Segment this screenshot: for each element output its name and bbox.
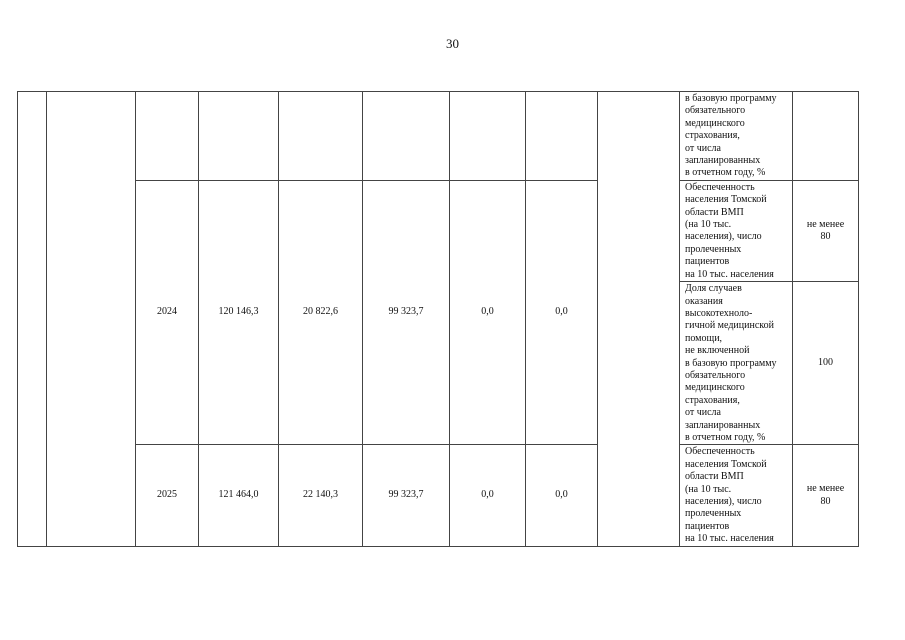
- funding-cell: [363, 92, 450, 181]
- indicator-cell: в базовую программу обязательного медицинского страхования, от числа запланированных в отчетном году, %: [680, 92, 793, 181]
- page-number: 30: [446, 36, 459, 51]
- table-row: [18, 180, 859, 281]
- table-row: [18, 92, 859, 181]
- funding-cell: [279, 92, 363, 181]
- funding-cell: 22 140,3: [279, 445, 363, 546]
- indicator-cell: Обеспеченность населения Томской области ВМП (на 10 тыс. населения), число пролеченных пациентов на 10 тыс. населения: [680, 180, 793, 281]
- funding-cell: 99 323,7: [363, 180, 450, 445]
- year-cell: 2025: [136, 445, 199, 546]
- indicator-value-cell: не менее 80: [793, 180, 859, 281]
- funding-cell: 0,0: [526, 180, 598, 445]
- data-table: [17, 91, 859, 547]
- total-cell: 121 464,0: [199, 445, 279, 546]
- indicator-cell: Доля случаев оказания высокотехноло- гичной медицинской помощи, не включенной в базовую программу обязательного медицинского страхования, от числа запланированных в отчетном году, %: [680, 282, 793, 445]
- year-cell: 2024: [136, 180, 199, 445]
- funding-cell: 20 822,6: [279, 180, 363, 445]
- funding-cell: [450, 92, 526, 181]
- empty-cell: [47, 92, 136, 547]
- funding-cell: 0,0: [450, 445, 526, 546]
- indicator-value-cell: не менее 80: [793, 445, 859, 546]
- indicator-value-cell: 100: [793, 282, 859, 445]
- indicator-value-cell: [793, 92, 859, 181]
- total-cell: 120 146,3: [199, 180, 279, 445]
- funding-cell: 0,0: [526, 445, 598, 546]
- indicator-cell: Обеспеченность населения Томской области ВМП (на 10 тыс. населения), число пролеченных пациентов на 10 тыс. населения: [680, 445, 793, 546]
- funding-cell: 99 323,7: [363, 445, 450, 546]
- year-cell: [136, 92, 199, 181]
- total-cell: [199, 92, 279, 181]
- empty-cell: [598, 92, 680, 547]
- funding-cell: [526, 92, 598, 181]
- empty-cell: [18, 92, 47, 547]
- table-row: [18, 445, 859, 546]
- funding-cell: 0,0: [450, 180, 526, 445]
